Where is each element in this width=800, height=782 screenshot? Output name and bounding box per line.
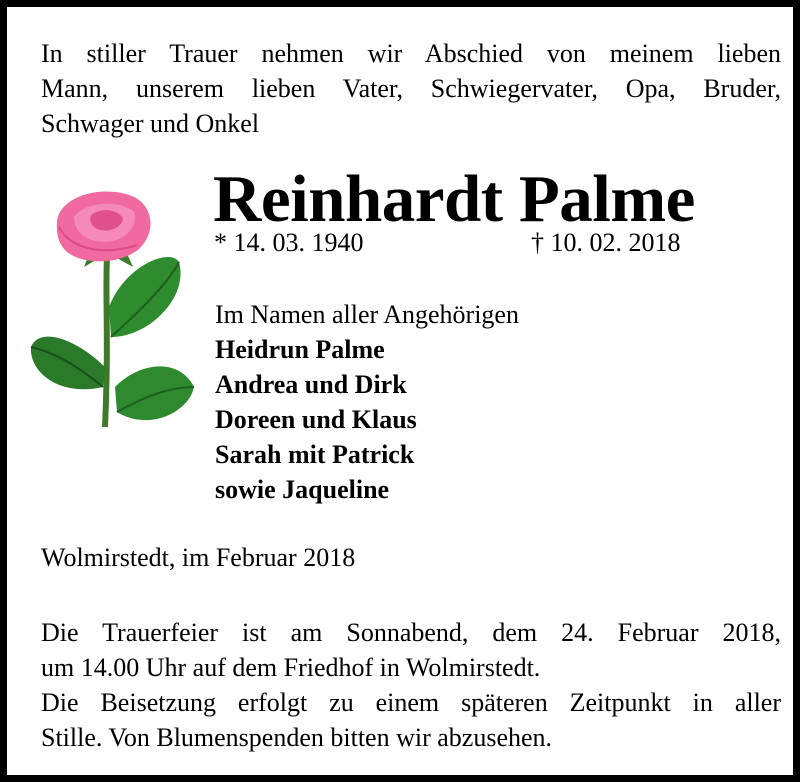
- mourner-name: Doreen und Klaus: [215, 405, 417, 434]
- deceased-name: Reinhardt Palme: [213, 162, 695, 236]
- place-date: Wolmirstedt, im Februar 2018: [41, 543, 356, 572]
- rose-icon: [29, 187, 199, 437]
- death-date: † 10. 02. 2018: [531, 228, 681, 257]
- mourners-intro: Im Namen aller Angehörigen: [215, 300, 519, 329]
- intro-line-2: Mann, unserem lieben Vater, Schwiegervater, Opa, Bruder,: [41, 74, 781, 103]
- mourner-name: sowie Jaqueline: [215, 475, 390, 504]
- ceremony-line-1: Die Trauerfeier ist am Sonnabend, dem 24. Februar 2018,: [41, 618, 781, 647]
- mourner-name: Andrea und Dirk: [215, 370, 407, 399]
- intro-line-1: In stiller Trauer nehmen wir Abschied von meinem lieben: [41, 39, 781, 68]
- birth-date: * 14. 03. 1940: [214, 228, 364, 257]
- mourner-name: Sarah mit Patrick: [215, 440, 415, 469]
- ceremony-line-4: Stille. Von Blumenspenden bitten wir abzusehen.: [41, 723, 553, 752]
- ceremony-line-3: Die Beisetzung erfolgt zu einem späteren Zeitpunkt in aller: [41, 688, 781, 717]
- intro-line-3: Schwager und Onkel: [41, 109, 260, 138]
- ceremony-line-2: um 14.00 Uhr auf dem Friedhof in Wolmirstedt.: [41, 653, 541, 682]
- mourner-name: Heidrun Palme: [215, 335, 385, 364]
